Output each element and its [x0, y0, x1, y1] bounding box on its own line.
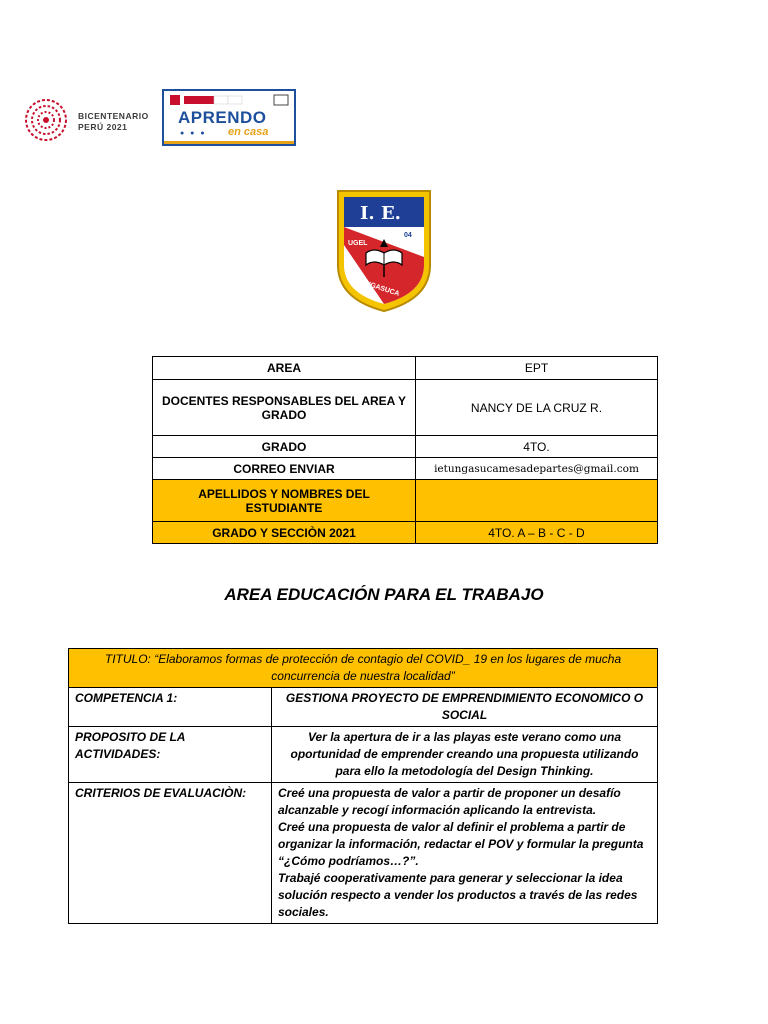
- correo-label: CORREO ENVIAR: [153, 458, 416, 480]
- section-title: AREA EDUCACIÓN PARA EL TRABAJO: [224, 585, 544, 604]
- school-crest: [334, 187, 434, 313]
- bicentenario-line2: PERÚ 2021: [78, 122, 128, 132]
- correo-value: ietungasucamesadepartes@gmail.com: [416, 458, 658, 480]
- bicentenario-logo: [22, 96, 152, 144]
- bicentenario-line1: BICENTENARIO: [78, 111, 149, 121]
- crest-ugel-text: UGEL: [348, 240, 368, 247]
- docentes-label: DOCENTES RESPONSABLES DEL AREA Y GRADO: [153, 380, 416, 436]
- en-casa-word: en casa: [228, 126, 269, 138]
- docentes-value: NANCY DE LA CRUZ R.: [416, 380, 658, 436]
- proposito-value: Ver la apertura de ir a las playas este verano como una oportunidad de emprender creando una propuesta utilizando para ello la metodología del Design Thinking.: [272, 727, 658, 783]
- table-row: [69, 688, 658, 727]
- crest-ie-text: I. E.: [360, 203, 401, 224]
- criterios-label: CRITERIOS DE EVALUACIÒN:: [69, 783, 272, 924]
- estudiante-value[interactable]: [416, 480, 658, 522]
- table-row: [153, 436, 658, 458]
- bicentenario-emblem-icon: [22, 96, 72, 144]
- area-label: AREA: [153, 357, 416, 380]
- activity-title: TITULO: “Elaboramos formas de protección de contagio del COVID_ 19 en los lugares de mucha concurrencia de nuestra localidad”: [69, 649, 658, 688]
- crest-banner-text: TUNGASUCA: [355, 277, 401, 298]
- seccion-value: 4TO. A – B - C - D: [416, 522, 658, 544]
- student-info-table: [152, 356, 658, 544]
- seccion-label: GRADO Y SECCIÒN 2021: [153, 522, 416, 544]
- table-row: [69, 727, 658, 783]
- competencia-value: GESTIONA PROYECTO DE EMPRENDIMIENTO ECONOMICO O SOCIAL: [272, 688, 658, 727]
- table-row: [153, 458, 658, 480]
- table-row: [153, 357, 658, 380]
- criterio-item: Creé una propuesta de valor a partir de proponer un desafío alcanzable y recogí información aplicando la entrevista.: [278, 786, 621, 817]
- table-row: [69, 783, 658, 924]
- aprendo-en-casa-logo: APRENDO ● ● ● en casa: [162, 89, 296, 146]
- table-row: [69, 649, 658, 688]
- grado-value: 4TO.: [416, 436, 658, 458]
- area-value: EPT: [416, 357, 658, 380]
- competencia-label: COMPETENCIA 1:: [69, 688, 272, 727]
- criterios-value: [272, 783, 658, 924]
- criterio-item: Trabajé cooperativamente para generar y seleccionar la idea solución respecto a vender los productos a través de las redes sociales.: [278, 871, 638, 919]
- aprendo-word: APRENDO: [178, 108, 267, 127]
- ministry-strip-icon: [168, 94, 292, 106]
- table-row: [153, 380, 658, 436]
- proposito-label: PROPOSITO DE LA ACTIVIDADES:: [69, 727, 272, 783]
- table-row: [153, 522, 658, 544]
- grado-label: GRADO: [153, 436, 416, 458]
- activity-table: [68, 648, 658, 924]
- criterio-item: Creé una propuesta de valor al definir el problema a partir de organizar la información, redactar el POV y formular la pregunta “¿Cómo podríamos…?”.: [278, 820, 644, 868]
- table-row: [153, 480, 658, 522]
- crest-04-text: 04: [404, 232, 412, 239]
- estudiante-label: APELLIDOS Y NOMBRES DEL ESTUDIANTE: [153, 480, 416, 522]
